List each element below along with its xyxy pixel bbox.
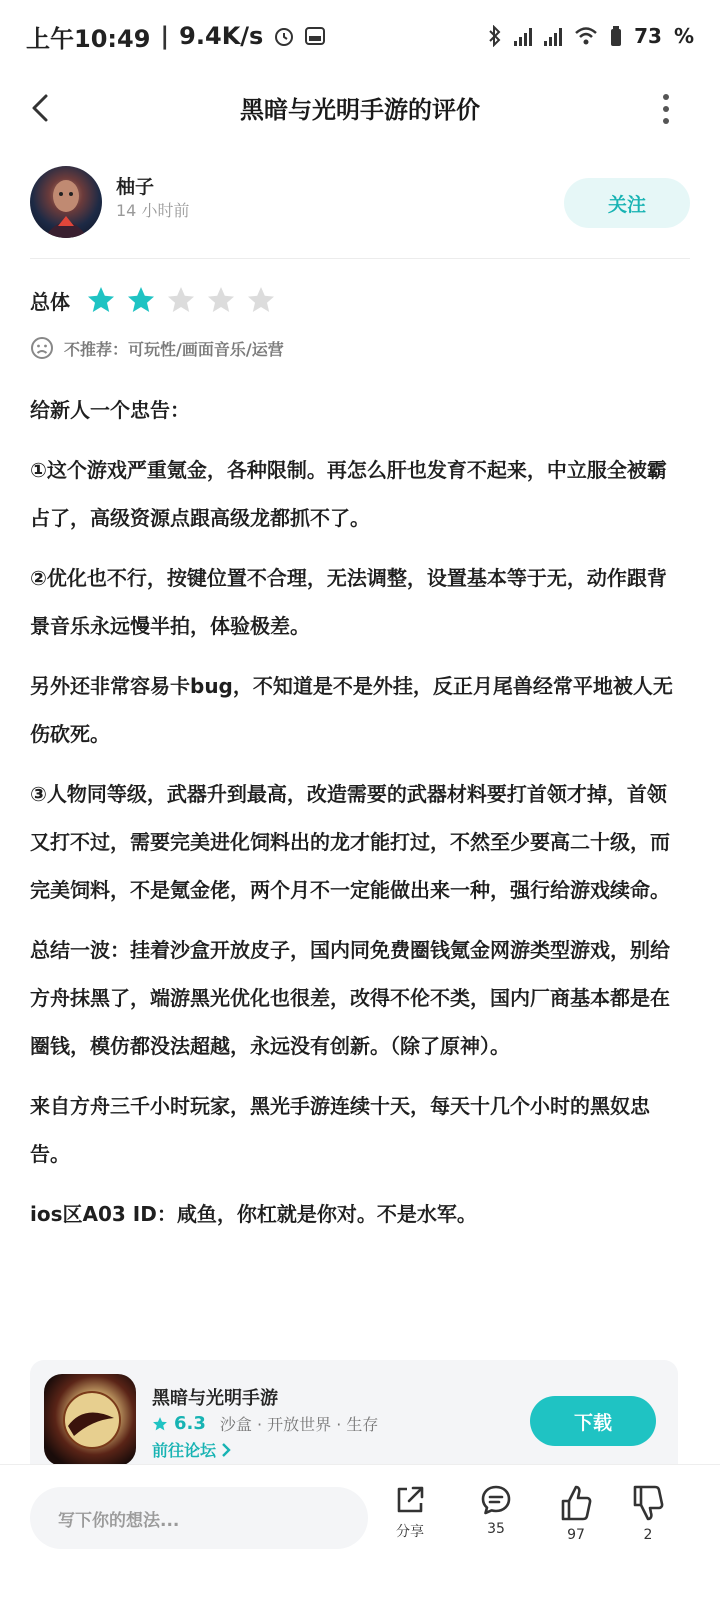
game-icon: [44, 1374, 136, 1464]
page-title: 黑暗与光明手游的评价: [240, 95, 480, 124]
game-tags: 沙盒 · 开放世界 · 生存: [219, 1415, 379, 1434]
bottom-bar: [0, 1464, 720, 1600]
back-arrow-icon[interactable]: [24, 90, 60, 126]
dislikes-count: 2: [643, 1527, 653, 1543]
star-icon: [206, 285, 236, 315]
game-score: 6.3: [174, 1413, 206, 1434]
battery-unit: %: [673, 24, 694, 48]
thumbs-up-icon: [559, 1483, 593, 1523]
status-separator: |: [160, 22, 170, 50]
star-icon: [126, 285, 156, 315]
game-logo-image: [44, 1374, 136, 1464]
review-paragraph: 给新人一个忠告：: [30, 398, 190, 422]
game-card[interactable]: [30, 1360, 678, 1464]
review-body: [30, 386, 680, 1250]
status-time: 上午10:49: [26, 24, 151, 53]
status-bar-left: [26, 19, 325, 54]
post-time: 14 小时前: [116, 201, 190, 220]
forum-link[interactable]: [152, 1438, 232, 1461]
download-button[interactable]: 下载: [530, 1396, 656, 1446]
chevron-right-icon: [220, 1442, 232, 1458]
app-notification-icon: [305, 27, 325, 45]
follow-button[interactable]: 关注: [564, 178, 690, 228]
comments-count: 35: [487, 1521, 505, 1537]
share-icon: [393, 1483, 427, 1517]
status-bar-right: [488, 24, 694, 48]
likes-count: 97: [567, 1527, 585, 1543]
star-icon: [166, 285, 196, 315]
divider: [30, 258, 690, 259]
like-button[interactable]: [546, 1483, 606, 1543]
status-network-speed: 9.4K/s: [179, 22, 264, 50]
comments-button[interactable]: [466, 1483, 526, 1537]
game-meta: [152, 1412, 378, 1435]
game-name: 黑暗与光明手游: [152, 1388, 278, 1409]
battery-icon: [610, 26, 622, 46]
share-button[interactable]: [380, 1483, 440, 1541]
avatar[interactable]: [30, 166, 102, 238]
review-paragraph: 来自方舟三千小时玩家，黑光手游连续十天，每天十几个小时的黑奴忠告。: [30, 1094, 650, 1166]
author-name[interactable]: 柚子: [116, 176, 155, 198]
avatar-image: [30, 166, 102, 238]
sad-face-icon: [30, 336, 54, 360]
thumbs-down-icon: [631, 1483, 665, 1523]
star-icon: [86, 285, 116, 315]
alarm-icon: [273, 25, 295, 47]
review-paragraph: 另外还非常容易卡bug，不知道是不是外挂，反正月尾兽经常平地被人无伤砍死。: [30, 674, 673, 746]
bluetooth-icon: [488, 25, 502, 47]
battery-level: 73: [634, 24, 662, 48]
rating-row: [30, 282, 276, 318]
share-label: 分享: [396, 1524, 424, 1540]
review-paragraph: ios区A03 ID：咸鱼，你杠就是你对。不是水军。: [30, 1202, 477, 1226]
more-options-icon[interactable]: [662, 94, 670, 124]
dislike-button[interactable]: [618, 1483, 678, 1543]
author-row: [30, 166, 690, 238]
forum-link-label: 前往论坛: [152, 1441, 217, 1460]
wifi-icon: [574, 26, 598, 46]
not-recommended-row: [30, 336, 284, 360]
star-icon: [246, 285, 276, 315]
signal-icon: [514, 26, 532, 46]
star-icon: [152, 1416, 168, 1432]
review-paragraph: ③人物同等级，武器升到最高，改造需要的武器材料要打首领才掉，首领又打不过，需要完美进化饲料出的龙才能打过，不然至少要高二十级，而完美饲料，不是氪金佬，两个月不一定能做出来一种，强行给游戏续命。: [30, 782, 670, 902]
not-recommended-text: 不推荐：可玩性/画面音乐/运营: [64, 339, 284, 359]
review-paragraph: ②优化也不行，按键位置不合理，无法调整，设置基本等于无，动作跟背景音乐永远慢半拍，体验极差。: [30, 566, 667, 638]
review-paragraph: 总结一波：挂着沙盒开放皮子，国内同免费圈钱氪金网游类型游戏，别给方舟抹黑了，端游黑光优化也很差，改得不伦不类，国内厂商基本都是在圈钱，模仿都没法超越，永远没有创新。（除了原神）。: [30, 938, 670, 1058]
rating-label: 总体: [30, 289, 70, 314]
review-paragraph: ①这个游戏严重氪金，各种限制。再怎么肝也发育不起来，中立服全被霸占了，高级资源点跟高级龙都抓不了。: [30, 458, 667, 530]
status-bar: [0, 0, 720, 72]
signal-icon-2: [544, 26, 562, 46]
nav-header: [0, 72, 720, 142]
comment-icon: [479, 1483, 513, 1517]
comment-input[interactable]: 写下你的想法...: [30, 1487, 368, 1549]
